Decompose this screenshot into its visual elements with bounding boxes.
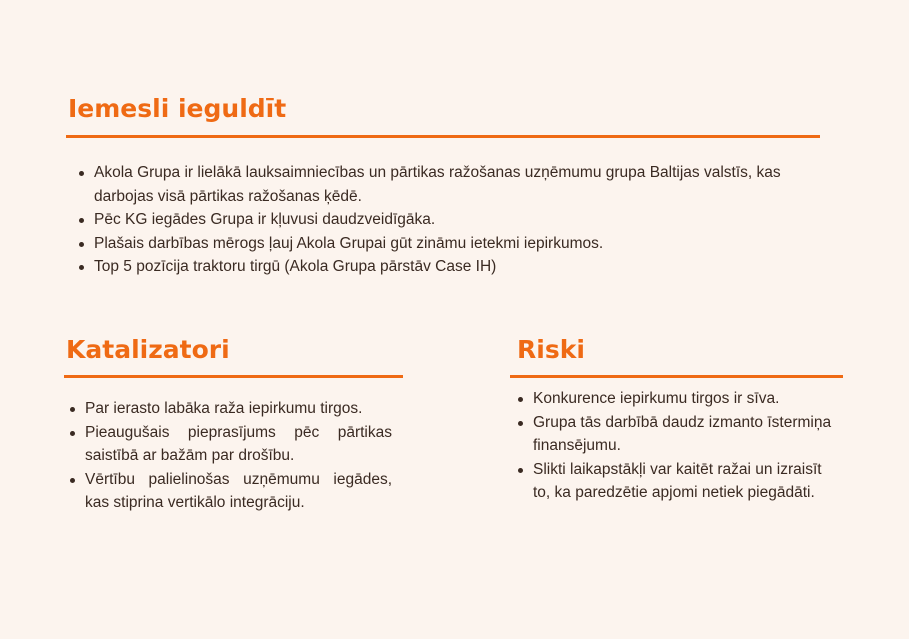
- list-item: Plašais darbības mērogs ļauj Akola Grupai gūt zināmu ietekmi iepirkumos.: [76, 232, 816, 256]
- risks-list: [515, 387, 840, 505]
- reasons-divider: [66, 135, 820, 138]
- catalysts-list: [64, 397, 392, 515]
- catalysts-section: [64, 335, 403, 515]
- risks-section: [515, 335, 848, 505]
- list-item: Pieaugušais pieprasījums pēc pārtikas saistībā ar bažām par drošību.: [67, 421, 392, 468]
- reasons-title: Iemesli ieguldīt: [68, 94, 287, 123]
- catalysts-title: Katalizatori: [66, 335, 230, 364]
- list-item: Konkurence iepirkumu tirgos ir sīva.: [515, 387, 840, 411]
- risks-divider: [510, 375, 843, 378]
- list-item: Slikti laikapstākļi var kaitēt ražai un izraisīt to, ka paredzētie apjomi netiek piegādāti.: [515, 458, 840, 505]
- catalysts-divider: [64, 375, 403, 378]
- risks-title: Riski: [517, 335, 585, 364]
- reasons-section: [66, 94, 820, 279]
- list-item: Grupa tās darbībā daudz izmanto īstermiņa finansējumu.: [515, 411, 840, 458]
- list-item: Par ierasto labāka raža iepirkumu tirgos.: [67, 397, 392, 421]
- list-item: Top 5 pozīcija traktoru tirgū (Akola Grupa pārstāv Case IH): [76, 255, 816, 279]
- list-item: Pēc KG iegādes Grupa ir kļuvusi daudzveidīgāka.: [76, 208, 816, 232]
- list-item: Vērtību palielinošas uzņēmumu iegādes, kas stiprina vertikālo integrāciju.: [67, 468, 392, 515]
- list-item: Akola Grupa ir lielākā lauksaimniecības un pārtikas ražošanas uzņēmumu grupa Baltijas valstīs, kas darbojas visā pārtikas ražošanas ķēdē.: [76, 161, 816, 208]
- reasons-list: [66, 161, 816, 279]
